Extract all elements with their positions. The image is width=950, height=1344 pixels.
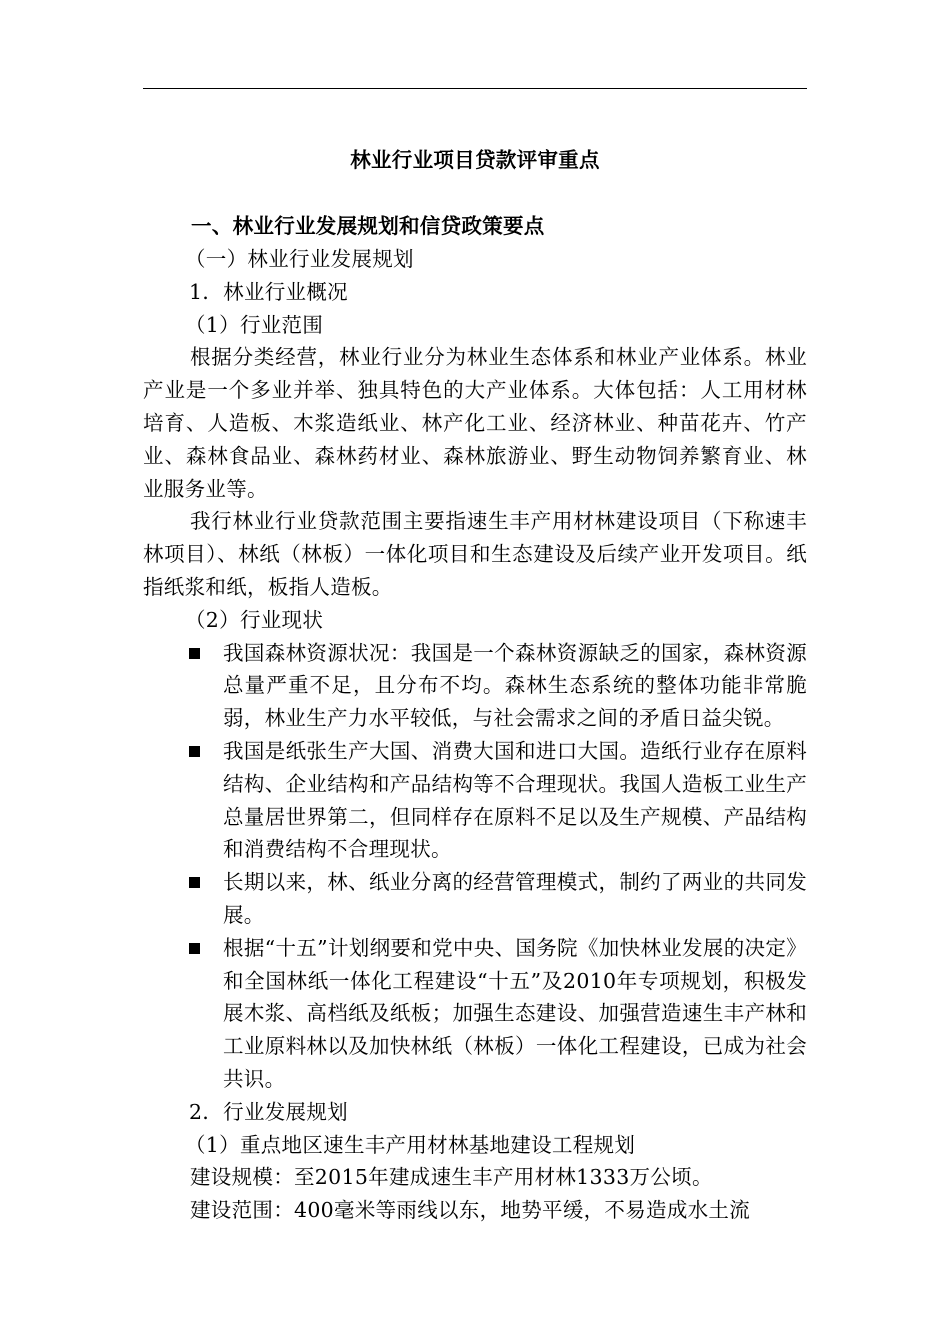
section-heading: 一、林业行业发展规划和信贷政策要点 bbox=[191, 214, 545, 238]
subitem-heading: （1）行业范围 bbox=[185, 312, 324, 337]
list-item bbox=[143, 637, 807, 735]
list-item-text: 根据“十五”计划纲要和党中央、国务院《加快林业发展的决定》和全国林纸一体化工程建设“十五”及2010年专项规划，积极发展木浆、高档纸及纸板；加强生态建设、加强营造速生丰产林和工业原料林以及加快林纸（林板）一体化工程建设，已成为社会共识。 bbox=[223, 935, 807, 1091]
document-body bbox=[143, 140, 807, 1227]
square-bullet-icon bbox=[189, 648, 200, 659]
bullet-list bbox=[143, 637, 807, 1096]
item-heading: 2．行业发展规划 bbox=[189, 1099, 348, 1124]
subitem-heading: （1）重点地区速生丰产用材林基地建设工程规划 bbox=[185, 1132, 636, 1157]
square-bullet-icon bbox=[189, 746, 200, 757]
list-item-text: 我国森林资源状况：我国是一个森林资源缺乏的国家，森林资源总量严重不足，且分布不均。森林生态系统的整体功能非常脆弱，林业生产力水平较低，与社会需求之间的矛盾日益尖锐。 bbox=[223, 640, 807, 731]
paragraph: 根据分类经营，林业行业分为林业生态体系和林业产业体系。林业产业是一个多业并举、独具特色的大产业体系。大体包括：人工用材林培育、人造板、木浆造纸业、林产化工业、经济林业、种苗花卉、竹产业、森林食品业、森林药材业、森林旅游业、野生动物饲养繁育业、林业服务业等。 bbox=[143, 345, 807, 501]
square-bullet-icon bbox=[189, 877, 200, 888]
list-item-text: 我国是纸张生产大国、消费大国和进口大国。造纸行业存在原料结构、企业结构和产品结构等不合理现状。我国人造板工业生产总量居世界第二，但同样存在原料不足以及生产规模、产品结构和消费结构不合理现状。 bbox=[223, 738, 807, 862]
document-title: 林业行业项目贷款评审重点 bbox=[350, 148, 600, 172]
list-item bbox=[143, 932, 807, 1096]
header-rule bbox=[143, 88, 807, 89]
subitem-heading: （2）行业现状 bbox=[185, 607, 324, 632]
list-item bbox=[143, 735, 807, 866]
list-item bbox=[143, 866, 807, 932]
paragraph-line: 建设规模：至2015年建成速生丰产用材林1333万公顷。 bbox=[190, 1165, 713, 1190]
paragraph-line: 建设范围：400毫米等雨线以东，地势平缓，不易造成水土流 bbox=[190, 1198, 751, 1223]
item-heading: 1．林业行业概况 bbox=[189, 279, 348, 304]
paragraph: 我行林业行业贷款范围主要指速生丰产用材林建设项目（下称速丰林项目）、林纸（林板）一体化项目和生态建设及后续产业开发项目。纸指纸浆和纸，板指人造板。 bbox=[143, 509, 807, 599]
subsection-heading: （一）林业行业发展规划 bbox=[185, 247, 414, 271]
square-bullet-icon bbox=[189, 943, 200, 954]
list-item-text: 长期以来，林、纸业分离的经营管理模式，制约了两业的共同发展。 bbox=[223, 870, 807, 927]
